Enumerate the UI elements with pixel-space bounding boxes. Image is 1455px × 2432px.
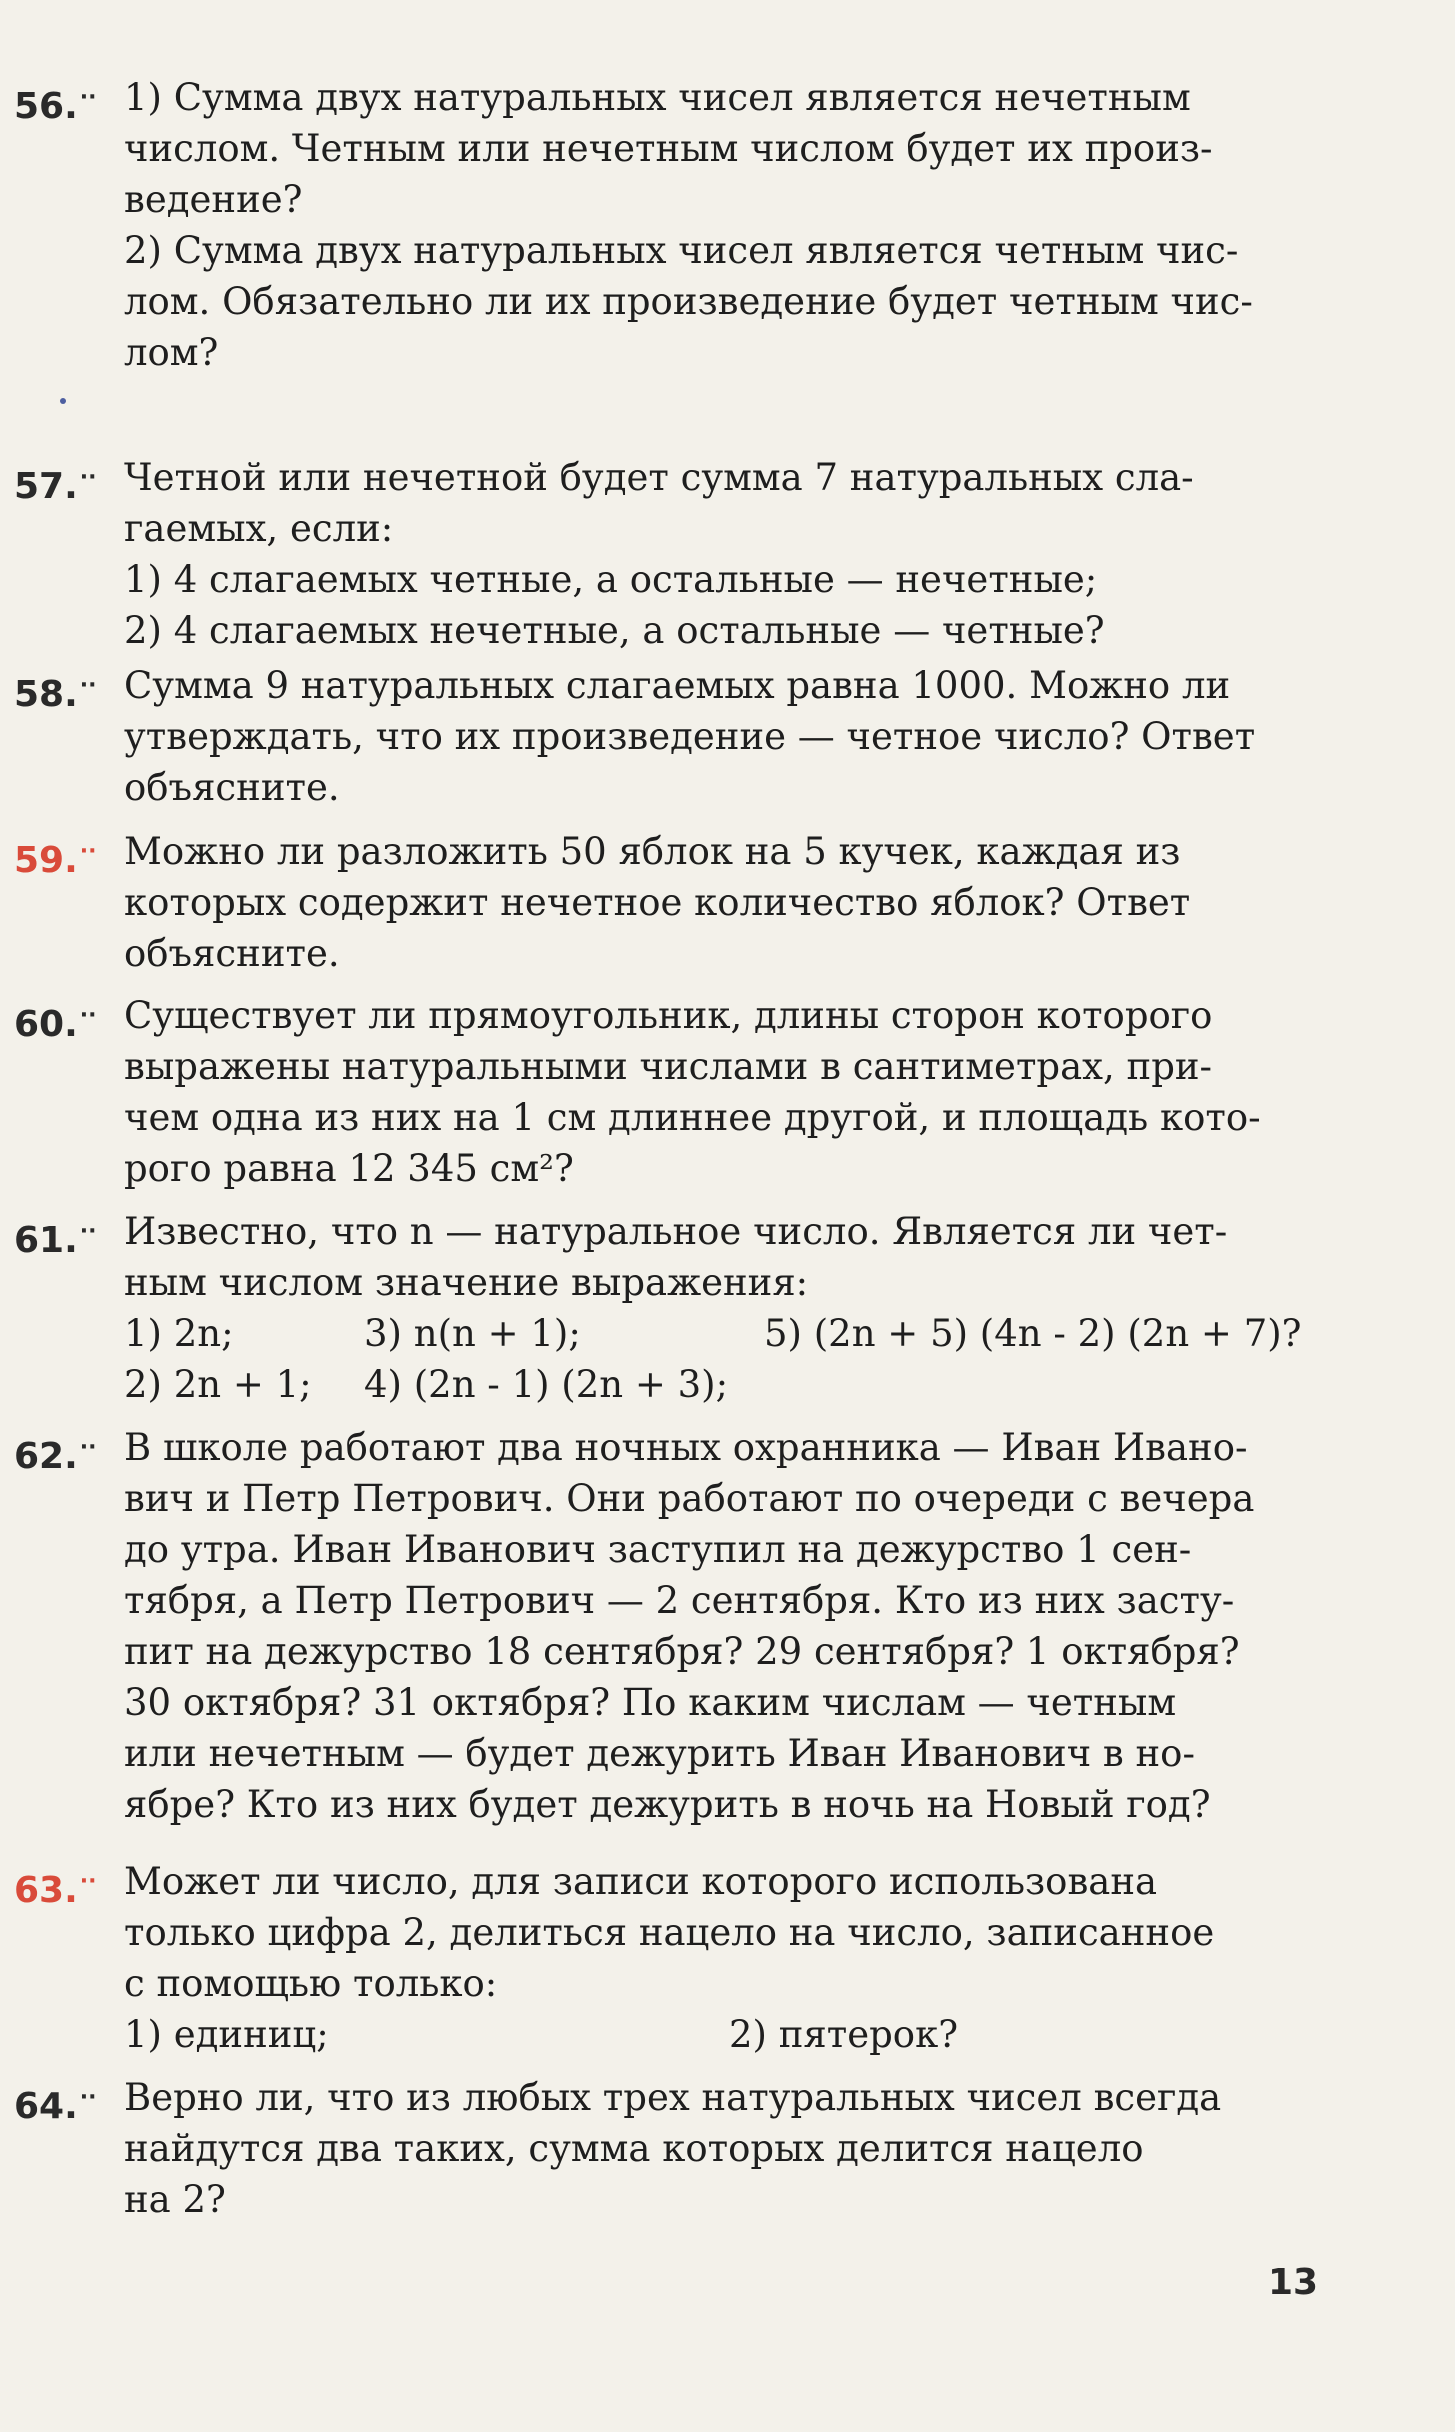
problem-line: 1) 4 слагаемых четные, а остальные — нечетные; [124,558,1098,601]
margin-dot [60,398,66,404]
problem-line: В школе работают два ночных охранника — Иван Ивано- [124,1426,1248,1469]
problem-line: лом? [124,331,219,374]
problem-number: 59.·· [14,839,97,881]
problem-line: Известно, что n — натуральное число. Является ли чет- [124,1210,1228,1253]
option: 5) (2n + 5) (4n - 2) (2n + 7)? [764,1312,1302,1355]
problem-number: 63.·· [14,1869,97,1911]
problem-line: до утра. Иван Иванович заступил на дежурство 1 сен- [124,1528,1192,1571]
problem-line: Четной или нечетной будет сумма 7 натуральных сла- [124,456,1194,499]
problem-line: только цифра 2, делиться нацело на число, записанное [124,1911,1215,1954]
problem-60 [14,990,1344,1194]
problem-number: 64.·· [14,2085,97,2127]
problem-number: 62.·· [14,1435,97,1477]
problem-line: лом. Обязательно ли их произведение будет четным чис- [124,280,1253,323]
problem-line: вич и Петр Петрович. Они работают по очереди с вечера [124,1477,1255,1520]
problem-line: гаемых, если: [124,507,394,550]
problem-line: 2) 4 слагаемых нечетные, а остальные — четные? [124,609,1105,652]
problem-line: тября, а Петр Петрович — 2 сентября. Кто из них засту- [124,1579,1235,1622]
problem-line: объясните. [124,766,340,809]
problem-62 [14,1422,1344,1830]
problem-number: 57.·· [14,465,97,507]
problem-63 [14,1856,1344,2060]
option: 2) пятерок? [729,2013,959,2056]
option: 2) 2n + 1; [124,1363,312,1406]
problem-59 [14,826,1344,979]
problem-number: 58.·· [14,673,97,715]
problem-line: Может ли число, для записи которого использована [124,1860,1158,1903]
problem-61 [14,1206,1344,1410]
problem-number: 56.·· [14,85,97,127]
problem-58 [14,660,1344,813]
problem-line: Верно ли, что из любых трех натуральных чисел всегда [124,2076,1222,2119]
problem-number: 61.·· [14,1219,97,1261]
problem-line: рого равна 12 345 см²? [124,1147,574,1190]
problem-line: пит на дежурство 18 сентября? 29 сентября? 1 октября? [124,1630,1240,1673]
problem-line: чем одна из них на 1 см длиннее другой, и площадь кото- [124,1096,1261,1139]
problem-56 [14,72,1344,378]
problem-line: Существует ли прямоугольник, длины сторон которого [124,994,1213,1037]
problem-line: ведение? [124,178,303,221]
option: 1) единиц; [124,2013,329,2056]
problem-line: 30 октября? 31 октября? По каким числам — четным [124,1681,1177,1724]
options-row [124,1308,1344,1359]
problem-line: 2) Сумма двух натуральных чисел является четным чис- [124,229,1239,272]
problem-line: ябре? Кто из них будет дежурить в ночь на Новый год? [124,1783,1211,1826]
problem-line: найдутся два таких, сумма которых делится нацело [124,2127,1144,2170]
option: 1) 2n; [124,1312,234,1355]
problem-line: выражены натуральными числами в сантиметрах, при- [124,1045,1213,1088]
problem-line: которых содержит нечетное количество яблок? Ответ [124,881,1191,924]
problem-57 [14,452,1344,656]
option: 4) (2n - 1) (2n + 3); [364,1363,729,1406]
options-row [124,1359,1344,1410]
problem-line: числом. Четным или нечетным числом будет их произ- [124,127,1213,170]
options-row [124,2009,1344,2060]
problem-line: на 2? [124,2178,226,2221]
problem-line: объясните. [124,932,340,975]
problem-line: Можно ли разложить 50 яблок на 5 кучек, каждая из [124,830,1181,873]
problem-line: Сумма 9 натуральных слагаемых равна 1000. Можно ли [124,664,1231,707]
problem-line: ным числом значение выражения: [124,1261,809,1304]
option: 3) n(n + 1); [364,1312,581,1355]
problem-line: с помощью только: [124,1962,498,2005]
page-number: 13 [1268,2262,1319,2303]
problem-line: утверждать, что их произведение — четное число? Ответ [124,715,1256,758]
problem-line: или нечетным — будет дежурить Иван Иванович в но- [124,1732,1195,1775]
problem-number: 60.·· [14,1003,97,1045]
problem-64 [14,2072,1344,2225]
problem-line: 1) Сумма двух натуральных чисел является нечетным [124,76,1191,119]
